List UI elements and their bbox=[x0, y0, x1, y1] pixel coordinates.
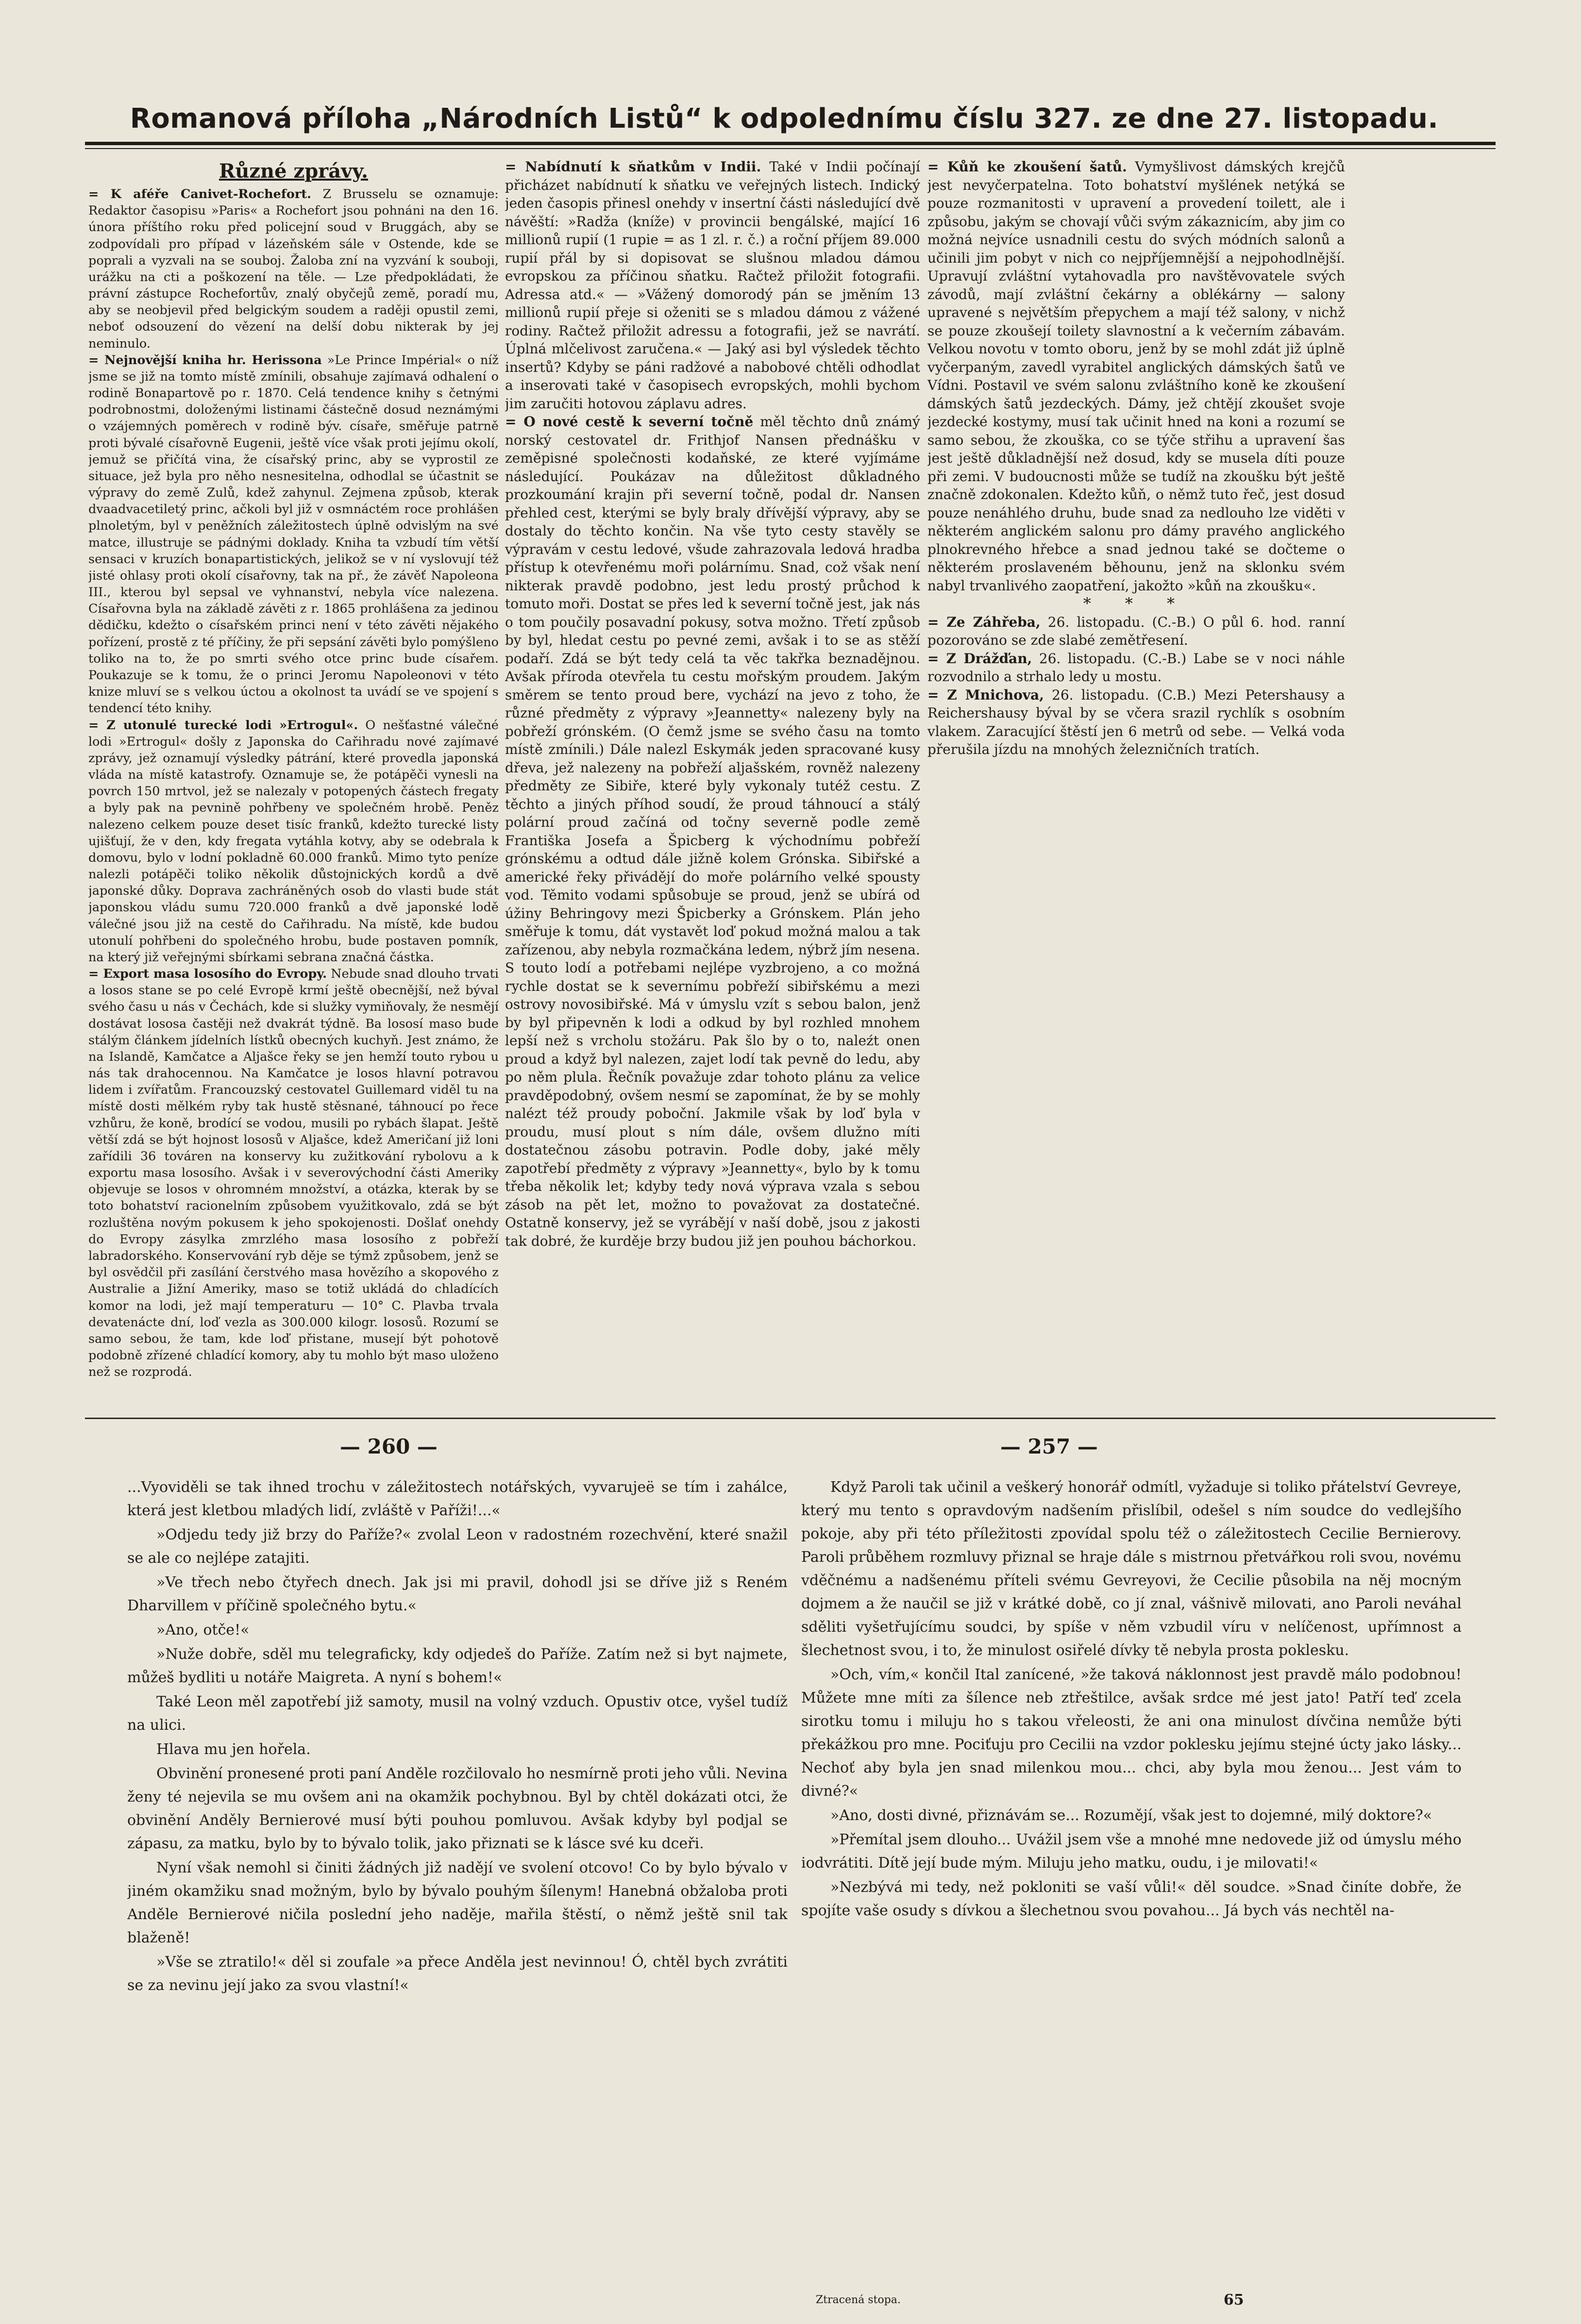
novel-paragraph: »Vše se ztratilo!« děl si zoufale »a přece Anděla jest nevinnou! Ó, chtěl bych zvrátiti se za nevinu její jako za svou vlastní!« bbox=[127, 1954, 788, 1994]
news-item: = Z utonulé turecké lodi »Ertrogul«. O nešťastné válečné lodi »Ertrogul« došly z Japonska do Cařihradu nové zajímavé zprávy, jež oznamují výsledky pátrání, které provedla japonská vláda na místě katastrofy. Oznamuje se, že potápěči vynesli na povrch 150 mrtvol, jež se nalezaly v potopených částech fregaty a byly pak na pevnině pohřbeny ve společném hrobě. Peněz nalezeno celkem pouze deset tisíc franků, kdežto turecké listy ujišťují, že v den, kdy fregata vytáhla kotvy, aby se odebrala k domovu, bylo v lodní pokladně 60.000 franků. Mimo tyto peníze nalezli potápěči toliko několik důstojnických kordů a dvě japonské důky. Doprava zachráněných osob do vlasti bude stát japonskou vládu sumu 720.000 franků a dvě japonské lodě válečné jsou již na cestě do Cařihradu. Na místě, kde budou utonulí pohřbeni do společného hrobu, bude postaven pomník, na který již veřejnými sbírkami sebrana značná částka. bbox=[88, 718, 499, 965]
news-item: = Kůň ke zkoušení šatů. Vymyšlivost dámských krejčů jest nevyčerpatelna. Toto bohatství myšlének netýká se pouze rozmanitosti v upravení a provedení toilett, ale i způsobu, jakým se chovají vůči svým zákaznicím, aby jim co možná nejvíce usnadnili cestu do svých módních salonů a učinili jim pobyt v nich co nejpříjemnější a nejpohodlnější. Upravují zvláštní vytahovadla pro navštěvovatele svých závodů, mají zvláštní čekárny a oblékárny — salony upravené s největším přepychem a mají též salony, v nichž se pouze zkoušejí toilety slavnostní a k večerním zábavám. Velkou novotu v tomto oboru, jenž by se mohl zdát již úplně vyčerpaným, zavedl vyrabitel anglických dámských šatů ve Vídni. Postavil ve svém salonu zvláštního koně ke zkoušení dámských šatů jezdeckých. Dámy, jež chtějí zkoušet svoje jezdecké kostymy, musí tak učinit hned na koni a rozumí se samo sebou, že zkouška, co se týče střihu a upravení šas jest ještě důkladnější než dosud, kdy se musela díti pouze při zemi. V budoucnosti může se tudíž na zkoušku být ještě značně zdokonalen. Kdežto kůň, o němž tuto řeč, jest dosud pouze nenáhlého druhu, bude snad za nedlouho lze viděti v některém anglickém salonu pro dámy pravého anglického plnokrevného hřebce a snad jednou také se dočteme o některém proslaveném běhounu, jenž na sklonku svém nabyl trvanlivého zaopatření, jakožto »kůň na zkoušku«. bbox=[927, 159, 1345, 594]
telegram: = Z Drážďan, 26. listopadu. (C.-B.) Labe se v noci náhle rozvodnilo a strhalo ledy u mostu. bbox=[927, 650, 1345, 685]
telegram: = Z Mnichova, 26. listopadu. (C.B.) Mezi Petershausy a Reichershausy býval by se včera srazil rychlík s osobním vlakem. Zaracující štěstí jen 6 metrů od sebe. — Velká voda přerušila jízdu na mnohých železničních tratích. bbox=[927, 686, 1345, 757]
novel-paragraph: Obvinění pronesené proti paní Anděle rozčilovalo ho nesmírně proti jeho vůli. Nevina ženy té nejevila se mu ovšem ani na okamžik pochybnou. Byl by chtěl dokázati otci, že obvinění Anděly Bernierové musí býti pouhou pomluvou. Avšak kdyby byl podjal se zápasu, za matku, bylo by to bývalo tolik, jako přiznati se k lásce své ku dceři. bbox=[127, 1765, 788, 1852]
novel-paragraph: »Nuže dobře, sděl mu telegraficky, kdy odjedeš do Paříže. Zatím než si byt najmete, můžeš bydliti u notáře Maigreta. A nyní s bohem!« bbox=[127, 1646, 788, 1686]
novel-page-number: 65 bbox=[1224, 2291, 1244, 2308]
section-heading: Různé zprávy. bbox=[219, 160, 368, 183]
novel-paragraph: »Ano, otče!« bbox=[156, 1622, 250, 1639]
novel-paragraph: Také Leon měl zapotřebí již samoty, musil na volný vzduch. Opustiv otce, vyšel tudíž na ulici. bbox=[127, 1693, 788, 1734]
novel-paragraph: ...Vyoviděli se tak ihned trochu v záležitostech notářských, vyvarujeë se tím i zahálce, která jest kletbou mladých lidí, zvláště v Paříži!...« bbox=[127, 1479, 788, 1519]
novel-signature: Ztracená stopa. bbox=[816, 2294, 901, 2306]
section-separator: * * * bbox=[1083, 594, 1190, 613]
masthead: Romanová příloha „Národních Listů“ k odpolednímu číslu 327. ze dne 27. listopadu. bbox=[130, 103, 1439, 134]
news-column-2 bbox=[505, 158, 920, 1401]
novel-paragraph: »Odjedu tedy již brzy do Paříže?« zvolal Leon v radostném rozechvění, které snažil se ale co nejlépe zatajiti. bbox=[127, 1526, 788, 1567]
novel-column-right bbox=[801, 1476, 1462, 2287]
novel-paragraph: »Och, vím,« končil Ital zanícené, »že taková náklonnost jest pravdě málo podobnou! Můžete mne míti za šílence neb ztřeštilce, avšak srdce mé jest jato! Patří teď zcela sirotku tomu i miluju ho s takou vřeleosti, že ani ona minulost dívčina nemůže býti překážkou pro mne. Pociťuju pro Cecilii na vzdor poklesku jejímu stejné úcty jako lásky... Nechoť aby byla jen snad milenkou mou... chci, aby byla mou ženou... Jest vám to divné?« bbox=[801, 1666, 1462, 1800]
page-number-right: — 257 — bbox=[1000, 1435, 1098, 1458]
news-item: = Nabídnutí k sňatkům v Indii. Také v Indii počínají přicházet nabídnutí k sňatku ve veřejných listech. Indický jeden časopis přinesl onehdy v insertní části následující dvě návěští: »Radža (kníže) v provincii bengálské, mající 16 millionů rupií (1 rupie = as 1 zl. r. č.) a roční příjem 89.000 rupií přál by si dopisovat se slušnou mladou dámou evropskou za příčinou sňatku. Račtež přiložit fotografii. Adressa atd.« — »Vážený domorodý pán se jměním 13 millionů rupií přeje si oženiti se s mladou dámou z vážené rodiny. Račtež přiložit adressu a fotografii, jež se navrátí. Úplná mlčelivost zaručena.« — Jaký asi byl výsledek těchto insertů? Kdyby se páni radžové a nabobové chtěli odhodlat a inserovati také v časopisech evropských, mohli bychom jim zaručiti hotovou záplavu adres. bbox=[505, 159, 920, 412]
telegram: = Ze Záhřeba, 26. listopadu. (C.-B.) O půl 6. hod. ranní pozorováno se zde slabé zemětřesení. bbox=[927, 614, 1345, 648]
page-number-left: — 260 — bbox=[340, 1435, 437, 1458]
novel-paragraph: Hlava mu jen hořela. bbox=[156, 1741, 311, 1758]
novel-paragraph: »Ve třech nebo čtyřech dnech. Jak jsi mi pravil, dohodl jsi se dříve již s Reném Dharvillem v příčině společného bytu.« bbox=[127, 1574, 788, 1614]
novel-column-left bbox=[127, 1476, 788, 2291]
masthead-rule-thick bbox=[85, 142, 1496, 145]
novel-paragraph: Nyní však nemohl si činiti žádných již nadějí ve svolení otcovo! Co by bylo bývalo v jiném okamžiku snad možným, bylo by bývalo pouhým šílenym! Hanebná obžaloba proti Anděle Bernierové ničila poslední jeho naděje, mařila štěstí, o němž ještě snil tak blaženě! bbox=[127, 1859, 788, 1946]
novel-paragraph: »Přemítal jsem dlouho... Uvážil jsem vše a mnohé mne nedovede již od úmyslu mého iodvrátiti. Dítě její bude mým. Miluju jeho matku, oudu, i je milovati!« bbox=[801, 1831, 1462, 1872]
page-divider bbox=[85, 1418, 1496, 1419]
news-item: = Export masa lososího do Evropy. Nebude snad dlouho trvati a losos stane se po celé Evropě krmí ještě obecnější, než býval svého času u nás v Čechách, kde si služky vymiňovaly, že nesmějí dostávat lososa častěji než dvakrát týdně. Ba lososí maso bude stálým článkem jídelních lístků obecných kuchyň. Jest známo, že na Islandě, Kamčatce a Aljašce řeky se jen hemží touto rybou u nás tak drahocennou. Na Kamčatce je losos hlavní potravou lidem i zvířatům. Francouzský cestovatel Guillemard viděl tu na místě dosti mělkém ryby tak hustě stěsnané, táhnoucí po řece vzhůru, že koně, brodící se vodou, musili po rybách šlapat. Ještě větší zdá se být hojnost lososů v Aljašce, kdež Američaní již loni zařídili 36 továren na konservy ku zužitkování rybolovu a k exportu masa lososího. Avšak i v severovýchodní části Ameriky objevuje se losos v ohromném množství, a otázka, kterak by se toto bohatství racionelním způsobem využitkovalo, zdá se být rozluštěna novým pokusem k jeho spokojenosti. Došlať onehdy do Evropy zásylka zmrzlého masa lososího z pobřeží labradorského. Konservování ryb děje se týmž způsobem, jenž se byl osvědčil při zasílání čerstvého masa hovězího a skopového z Australie a Jižní Ameriky, maso se totiž ukládá do chladících komor na lodi, jež mají temperaturu — 10° C. Plavba trvala devatenácte dní, loď vezla as 300.000 kilogr. lososů. Rozumí se samo sebou, že tam, kde loď přistane, musejí být pohotově podobně zřízené chladící komory, aby tu mohlo být maso uloženo než se rozprodá. bbox=[88, 967, 499, 1380]
novel-paragraph: Když Paroli tak učinil a veškerý honorář odmítl, vyžaduje si toliko přátelství Gevreye, který mu tento s opravdovým nadšením přislíbil, odešel s ním soudce do vedlejšího pokoje, aby při této příležitosti zpovídal spolu též o záležitostech Cecilie Bernierovy. Paroli průběhem rozmluvy přiznal se hraje dále s mistrnou přetvářkou roli svou, novému vděčnému a nadšenému příteli svému Gevreyovi, že Cecilie působila na něj mocným dojmem a že naučil se již v krátké době, co jí znal, vášnivě milovati, ano Paroli neváhal sděliti vyšetřujícímu soudci, by spíše v něm vzbudil víru v nelíčenost, upřímnost a šlechetnost svou, i to, že minulost osiřelé dívky tě nebyla prosta poklesku. bbox=[801, 1479, 1462, 1659]
news-column-3 bbox=[927, 158, 1345, 1401]
news-item: = K aféře Canivet-Rochefort. Z Brusselu se oznamuje: Redaktor časopisu »Paris« a Rochefort jsou pohnáni na den 16. února příštího roku před policejní soud v Bruggách, aby se zodpovídali pro případ v lázeňském sále v Ostende, kde se poprali a vyzvali na se souboj. Žaloba zní na vyzvání k souboji, urážku na cti a poškození na těle. — Lze předpokládati, že právní zástupce Rochefortův, znalý obyčejů země, poradí mu, aby se neobjevil před belgickým soudem a raději opustil zemi, neboť odsouzení do vězení na delší dobu nikterak by jej neminulo. bbox=[88, 187, 499, 351]
novel-paragraph: »Ano, dosti divné, přiznávám se... Rozumějí, však jest to dojemné, milý doktore?« bbox=[830, 1807, 1432, 1824]
news-column-1 bbox=[88, 158, 499, 1401]
news-item: = O nové cestě k severní točně měl těchto dnů známý norský cestovatel dr. Frithjof Nansen přednášku v zeměpisné společnosti kodaňské, ze které vyjímáme následující. Poukázav na důležitost důkladného prozkoumání krajin při severní točně, podal dr. Nansen přehled cest, kterými se byly braly dřívější výpravy, aby se dostaly do těchto končin. Na vše tyto cesty stavěly se výpravám v cestu ledové, všude zahrazovala ledová hradba přístup k otevřenému moři polárnímu. Snad, což však není nikterak pravdě podobno, jest ledu prostý průchod k tomuto moři. Dostat se přes led k severní točně jest, jak nás o tom poučily posavadní pokusy, sotva možno. Třetí způsob by byl, hledat cestu po pevné zemi, avšak i to se as stěží podaří. Zdá se být tedy celá ta věc takřka beznadějnou. Avšak příroda otevřela tu cestu mořským proudem. Jakým směrem se tento proud bere, vychází na jevo z toho, že různé předměty z výpravy »Jeannetty« nalezeny byly na pobřeží grónském. (O čemž jsme se svého času na tomto místě zmínili.) Dále nalezl Eskymák jeden spracované kusy dřeva, jež nalezeny na pobřeží aljašském, rovněž nalezeny předměty ze Sibiře, které byly vykonaly tutéž cestu. Z těchto a jiných příhod soudí, že proud táhnoucí a stálý polární proud začíná od točny severně podle země Františka Josefa a Špicberg k východnímu pobřeží grónskému a odtud dále jižně kolem Grónska. Sibiřské a americké řeky přivádějí do moře polárního velké spousty vod. Těmito vodami spůsobuje se proud, jenž se ubírá od úžiny Behringovy mezi Špicberky a Grónskem. Plán jeho směřuje k tomu, dát vystavět loď pokud možná malou a tak zařízenou, aby nebyla rozmačkána ledem, nýbrž jím nesena. S touto lodí a potřebami nejlépe vyzbrojeno, a co možná rychle dostat se k severnímu pobřeží sibiřskému a mezi ostrovy novosibiřské. Má v úmyslu vzít s sebou balon, jenž by byl připevněn k lodi a odkud by byl rozhled mnohem lepší než s vrcholu stožáru. Pak šlo by o to, naleźt onen proud a když byl nalezen, zajet lodí tak pevně do ledu, aby po něm plula. Řečník považuje zdar tohoto plánu za velice pravděpodobný, ovšem nesmí se zapomínat, že by se mohly nalézt též proudy poboční. Jakmile však by loď byla v proudu, musí plout s ním dále, ovšem dlužno míti dostatečnou zásobu potravin. Podle doby, jaké měly zapotřebí předměty z výpravy »Jeannetty«, bylo by k tomu třeba několik let; kdyby tedy nová výprava vzala s sebou zásob na pět let, možno to považovat za dostatečné. Ostatně konservy, jež se vyrábějí v naší době, jsou z jakosti tak dobré, že kurděje brzy budou již jen pouhou báchorkou. bbox=[505, 414, 920, 1249]
masthead-rule-thin bbox=[85, 148, 1496, 149]
news-item: = Nejnovější kniha hr. Herissona »Le Prince Impérial« o níž jsme se již na tomto místě zmínili, obsahuje zajímavá odhalení o rodině Bonapartově po r. 1870. Celá tendence knihy s četnými podrobnostmi, doloženými listinami částečně dosud neznámými o vzájemných poměrech v rodině býv. císaře, směřuje patrně proti bývalé císařovně Eugenii, ještě více však proti jejímu okolí, jemuž se přičítá vina, že císařský princ, aby se vyprostil ze situace, jež byla pro něho nesnesitelna, odhodlal se účastnit se výpravy do země Zulů, kdež zahynul. Zejmena způsob, kterak dvaadvacetiletý princ, ačkoli byl již v osmnáctém roce prohlášen plnoletým, byl v peněžních záležitostech úplně odvislým na své matce, illustruje se pádnými doklady. Kniha ta vzbudí tím větší sensaci v kruzích bonapartistických, jelikož se v ní vyslovují též jisté ohlasy proti okolí císařovny, tak na př., že závěť Napoleona III., kterou byl sepsal ve vyhnanství, nebyla více nalezena. Císařovna byla na základě závěti z r. 1865 prohlášena za jedinou dědičku, kdežto o císařském princi není v této závěti nějakého pořízení, prostě z té příčiny, že při sepsání závěti bylo pomýšleno toliko na to, že po smrti svého otce princ bude císařem. Poukazuje se k tomu, že o princi Jeromu Napoleonovi v této knize mluví se s velkou úctou a okolnost ta uvádí se ve spojení s tendencí této knihy. bbox=[88, 352, 499, 716]
novel-paragraph: »Nezbývá mi tedy, než pokloniti se vaší vůli!« děl soudce. »Snad činíte dobře, že spojíte vaše osudy s dívkou a šlechetnou svou povahou... Já bych vás nechtěl na- bbox=[801, 1879, 1462, 1919]
